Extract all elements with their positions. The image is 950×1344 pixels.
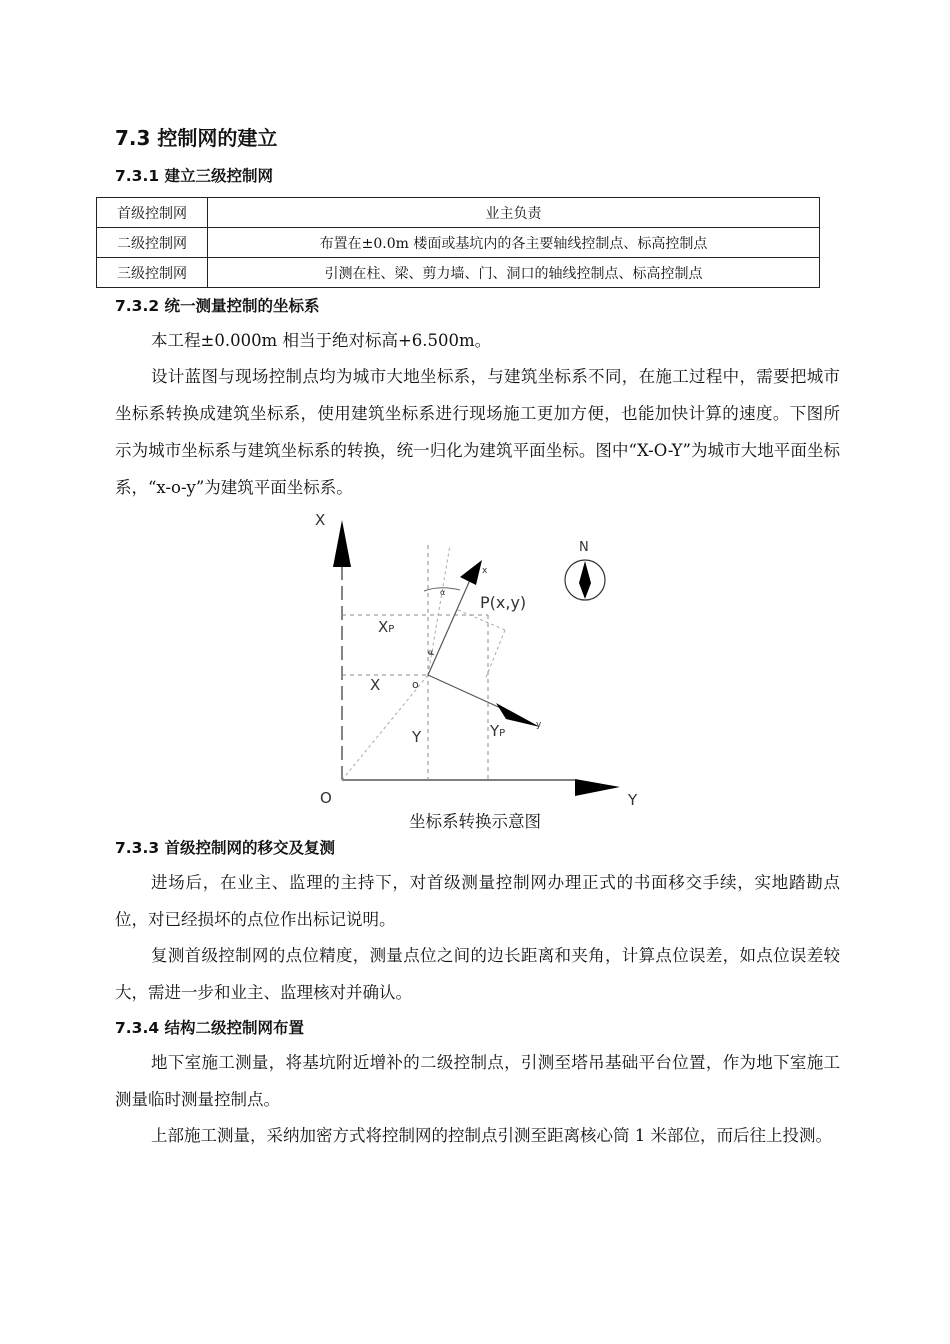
section-title: 7.3 控制网的建立 bbox=[115, 126, 278, 150]
table-cell-desc: 布置在±0.0m 楼面或基坑内的各主要轴线控制点、标高控制点 bbox=[208, 228, 820, 258]
label-city-y: Y bbox=[628, 791, 638, 809]
label-alpha: α bbox=[428, 648, 434, 657]
label-north: N bbox=[579, 540, 589, 555]
table-cell-desc: 引测在柱、梁、剪力墙、门、洞口的轴线控制点、标高控制点 bbox=[208, 258, 820, 288]
paragraph: 进场后，在业主、监理的主持下，对首级测量控制网办理正式的书面移交手续，实地踏勘点位，对已经损坏的点位作出标记说明。 bbox=[115, 873, 840, 929]
label-alpha: α bbox=[440, 588, 446, 597]
subsection-title-732: 7.3.2 统一测量控制的坐标系 bbox=[115, 297, 320, 315]
label-city-x: X bbox=[315, 511, 326, 529]
city-x-arrow bbox=[333, 520, 351, 567]
subsection-title-734: 7.3.4 结构二级控制网布置 bbox=[115, 1019, 305, 1037]
table-row bbox=[97, 228, 820, 258]
building-x-axis bbox=[428, 580, 470, 675]
subsection-title-733: 7.3.3 首级控制网的移交及复测 bbox=[115, 839, 336, 857]
table-cell-level: 首级控制网 bbox=[97, 198, 208, 228]
paragraph: 地下室施工测量，将基坑附近增补的二级控制点，引测至塔吊基础平台位置，作为地下室施工测量临时测量控制点。 bbox=[115, 1053, 840, 1109]
control-network-table bbox=[96, 197, 820, 288]
building-y-arrow bbox=[496, 703, 540, 727]
diagram-caption: 坐标系转换示意图 bbox=[409, 812, 541, 831]
label-building-y: y bbox=[536, 720, 542, 730]
label-yp: YP bbox=[490, 722, 506, 740]
paragraph: 设计蓝图与现场控制点均为城市大地坐标系，与建筑坐标系不同，在施工过程中，需要把城市坐标系转换成建筑坐标系，使用建筑坐标系进行现场施工更加方便，也能加快计算的速度。下图所示为城市坐标系与建筑坐标系的转换，统一归化为建筑平面坐标。图中“X-O-Y”为城市大地平面坐标系，“x-o-y”为建筑平面坐标系。 bbox=[115, 367, 840, 497]
table-row bbox=[97, 258, 820, 288]
table-cell-level: 二级控制网 bbox=[97, 228, 208, 258]
table-cell-desc: 业主负责 bbox=[208, 198, 820, 228]
paragraph: 复测首级控制网的点位精度，测量点位之间的边长距离和夹角，计算点位误差，如点位误差较大，需进一步和业主、监理核对并确认。 bbox=[115, 946, 840, 1002]
label-point-p: P(x,y) bbox=[480, 593, 527, 612]
subsection-title-731: 7.3.1 建立三级控制网 bbox=[115, 167, 274, 185]
table-row bbox=[97, 198, 820, 228]
city-y-arrow bbox=[575, 779, 620, 796]
label-building-x: x bbox=[482, 566, 488, 576]
label-xp: XP bbox=[378, 618, 395, 636]
building-x-arrow bbox=[460, 560, 482, 585]
north-arrow-icon bbox=[579, 583, 591, 599]
guide-line bbox=[458, 610, 505, 630]
building-y-axis bbox=[428, 675, 505, 710]
label-inner-y: Y bbox=[412, 728, 422, 746]
north-arrow-icon bbox=[579, 561, 591, 583]
label-origin: O bbox=[320, 789, 332, 807]
paragraph: 本工程±0.000m 相当于绝对标高+6.500m。 bbox=[151, 331, 492, 350]
table-cell-level: 三级控制网 bbox=[97, 258, 208, 288]
label-building-origin: o bbox=[412, 678, 419, 691]
coordinate-transform-diagram bbox=[300, 505, 650, 810]
label-inner-x: X bbox=[370, 676, 381, 694]
paragraph: 上部施工测量，采纳加密方式将控制网的控制点引测至距离核心筒 1 米部位，而后往上投测。 bbox=[151, 1126, 832, 1145]
